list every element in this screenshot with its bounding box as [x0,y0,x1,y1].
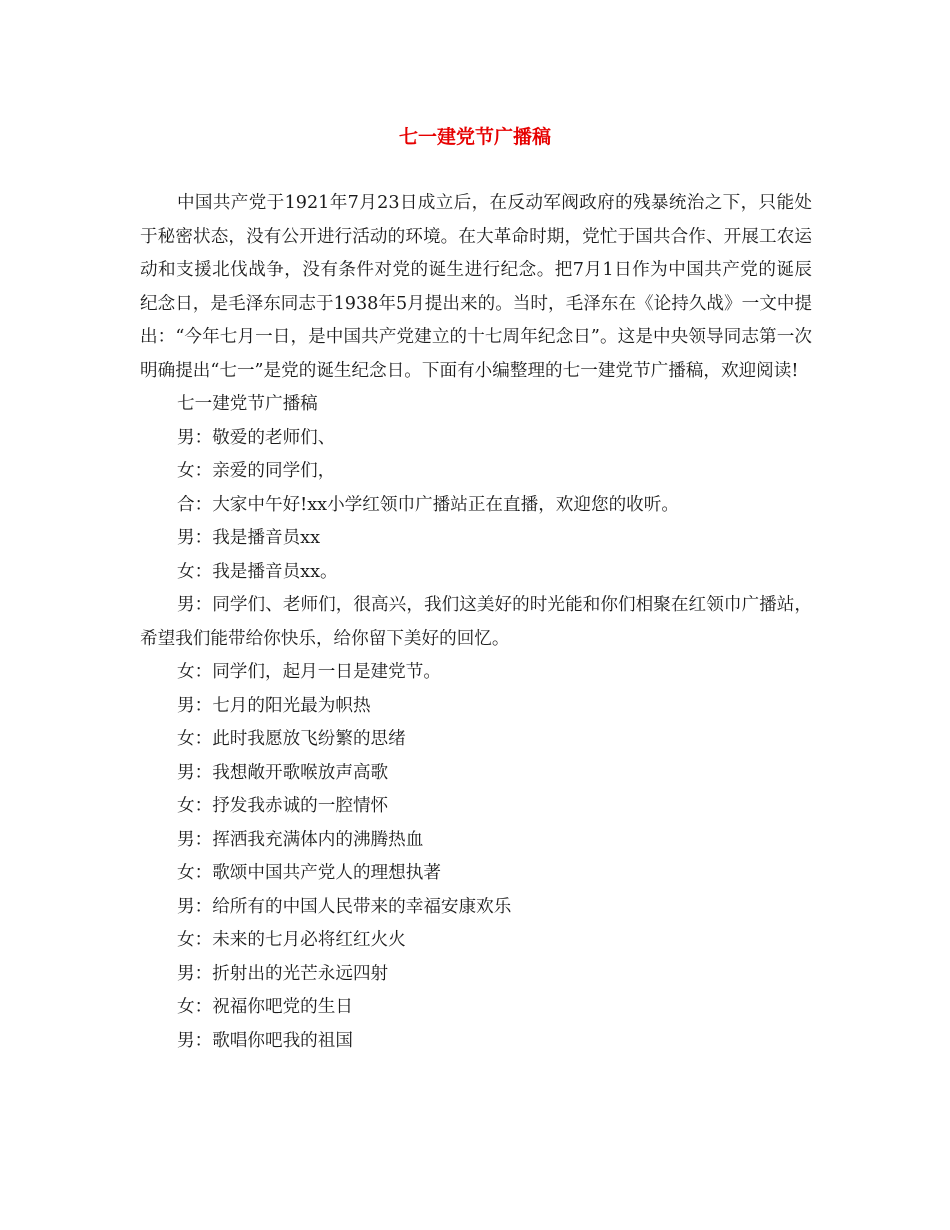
document-body [140,187,812,1058]
script-line: 女：此时我愿放飞纷繁的思绪 [177,729,406,749]
script-line: 女：歌颂中国共产党人的理想执著 [177,863,441,883]
script-line: 女：祝福你吧党的生日 [177,997,353,1017]
script-line: 男：折射出的光芒永远四射 [177,963,389,984]
script-line: 女：我是播音员xx。 [177,561,338,582]
script-line: 合：大家中午好!xx小学红领巾广播站正在直播，欢迎您的收听。 [177,494,679,515]
script-line: 男：挥洒我充满体内的沸腾热血 [177,829,424,850]
script-line: 男：我想敞开歌喉放声高歌 [177,762,389,783]
script-line: 女：抒发我赤诚的一腔情怀 [177,796,389,816]
script-line: 女：未来的七月必将红红火火 [177,930,406,950]
script-line: 男：歌唱你吧我的祖国 [177,1030,353,1051]
script-line: 女：同学们，起月一日是建党节。 [177,662,441,682]
script-line: 女：亲爱的同学们， [177,461,336,481]
script-line: 男：敬爱的老师们、 [177,427,336,448]
script-line: 男：给所有的中国人民带来的幸福安康欢乐 [177,896,512,917]
document-title: 七一建党节广播稿 [398,126,551,148]
script-line: 男：同学们、老师们，很高兴，我们这美好的时光能和你们相聚在红领巾广播站，希望我们能带给你快乐，给你留下美好的回忆。 [140,595,812,649]
script-line: 男：七月的阳光最为帜热 [177,695,371,716]
script-line: 男：我是播音员xx [177,528,321,548]
script-heading: 七一建党节广播稿 [177,394,318,414]
intro-paragraph: 中国共产党于1921年7月23日成立后，在反动军阀政府的残暴统治之下，只能处于秘密状态，没有公开进行活动的环境。在大革命时期，党忙于国共合作、开展工农运动和支援北伐战争，没有条件对党的诞生进行纪念。把7月1日作为中国共产党的诞辰纪念日，是毛泽东同志于1938年5月提出来的。当时，毛泽东在《论持久战》一文中提出：“今年七月一日，是中国共产党建立的十七周年纪念日”。这是中央领导同志第一次明确提出“七一”是党的诞生纪念日。下面有小编整理的七一建党节广播稿，欢迎阅读! [140,193,812,381]
